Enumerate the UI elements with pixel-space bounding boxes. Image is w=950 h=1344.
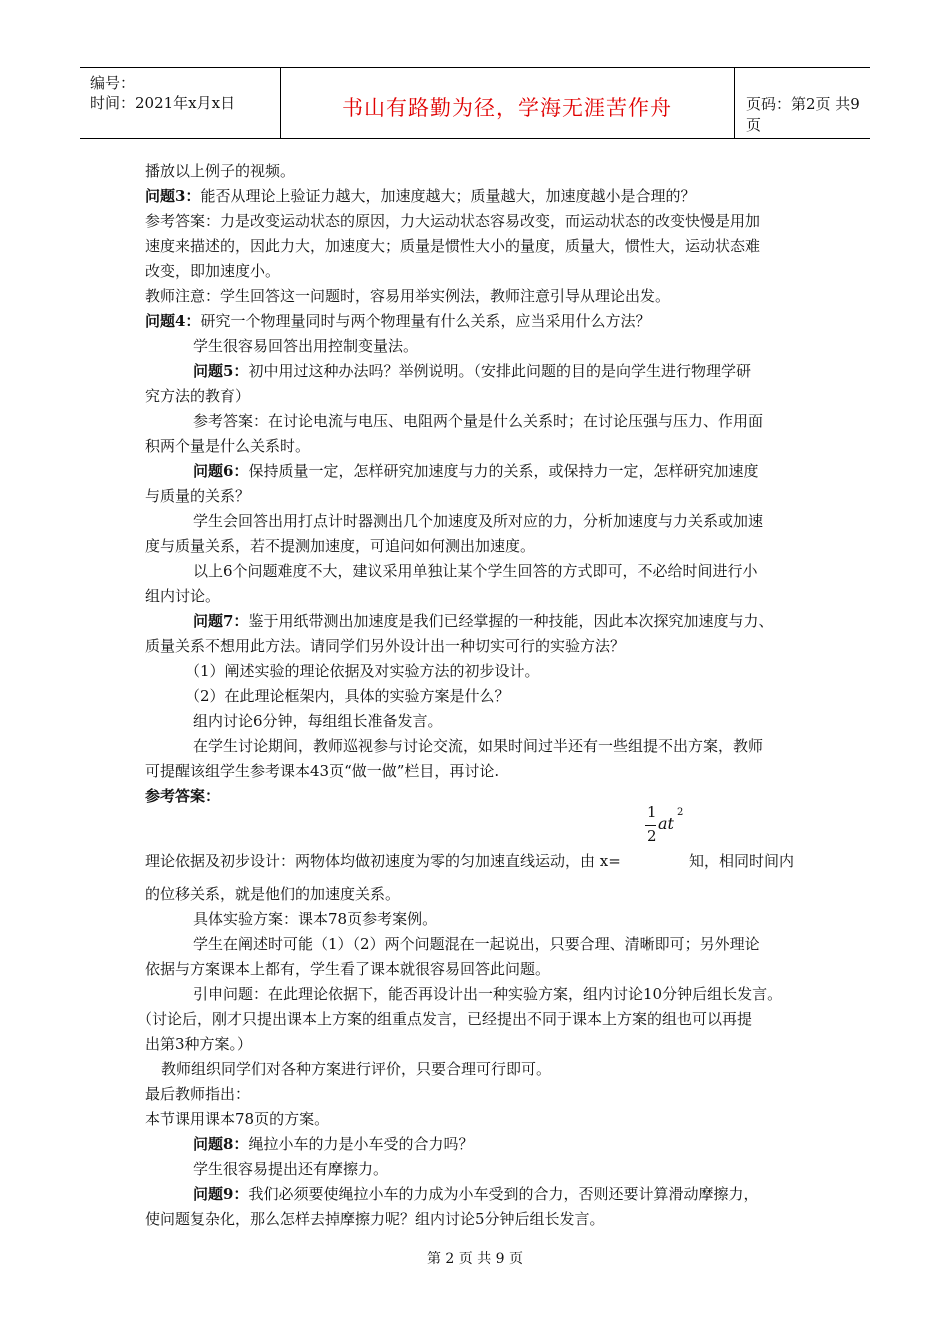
body-line: 组内讨论6分钟，每组组长准备发言。: [193, 712, 443, 730]
body-line: 教师注意：学生回答这一问题时，容易用举实例法，教师注意引导从理论出发。: [145, 287, 671, 305]
body-line: （1）阐述实验的理论依据及对实验方法的初步设计。: [185, 662, 540, 680]
body-line: （2）在此理论框架内，具体的实验方案是什么？: [185, 687, 510, 705]
question-8-line: [193, 1134, 473, 1154]
body-line: 本节课用课本78页的方案。: [145, 1110, 330, 1128]
body-line: 参考答案：力是改变运动状态的原因，力大运动状态容易改变，而运动状态的改变快慢是用加: [145, 212, 761, 230]
page-header: [80, 67, 870, 139]
question-text: 鉴于用纸带测出加速度是我们已经掌握的一种技能，因此本次探究加速度与力、: [248, 612, 774, 630]
question-label: 问题4：: [145, 312, 201, 330]
header-left-cell: [80, 68, 281, 138]
question-text: 绳拉小车的力是小车受的合力吗？: [248, 1135, 474, 1153]
question-7-line: [193, 611, 773, 631]
formula-exponent: 2: [677, 807, 684, 818]
page-footer: 第 2 页 共 9 页: [426, 1251, 524, 1267]
body-line: 出第3种方案。）: [145, 1035, 253, 1053]
date-label: 时间：2021年x月x日: [90, 94, 236, 112]
body-line: 改变，即加速度小。: [145, 262, 281, 280]
question-text: 初中用过这种办法吗？举例说明。（安排此问题的目的是向学生进行物理学研: [248, 362, 751, 380]
question-label: 问题9：: [193, 1185, 249, 1203]
body-line: 学生很容易提出还有摩擦力。: [193, 1160, 389, 1178]
header-motto-cell: [280, 68, 735, 138]
body-line: 质量关系不想用此方法。请同学们另外设计出一种切实可行的实验方法？: [145, 637, 626, 655]
body-line: 速度来描述的，因此力大，加速度大；质量是惯性大小的量度，质量大，惯性大，运动状态难: [145, 237, 761, 255]
body-line: 究方法的教育）: [145, 387, 251, 405]
body-line: 播放以上例子的视频。: [145, 162, 296, 180]
question-text: 研究一个物理量同时与两个物理量有什么关系，应当采用什么方法？: [200, 312, 651, 330]
header-page-cell: [734, 68, 870, 138]
fraction-bar: [645, 825, 656, 826]
question-5-line: [193, 361, 751, 381]
body-line: 具体实验方案：课本78页参考案例。: [193, 910, 438, 928]
body-line: 教师组织同学们对各种方案进行评价，只要合理可行即可。: [161, 1060, 552, 1078]
question-3-line: [145, 186, 695, 206]
answer-heading: 参考答案：: [145, 787, 221, 805]
body-line: 知，相同时间内: [689, 852, 795, 870]
body-line: 最后教师指出：: [145, 1085, 251, 1103]
body-line: 依据与方案课本上都有，学生看了课本就很容易回答此问题。: [145, 960, 551, 978]
motto-text: 书山有路勤为径，学海无涯苦作舟: [342, 96, 672, 120]
body-line: 可提醒该组学生参考课本43页“做一做”栏目，再讨论.: [145, 762, 500, 780]
question-label: 问题6：: [193, 462, 249, 480]
body-line: 以上6个问题难度不大，建议采用单独让某个学生回答的方式即可，不必给时间进行小: [193, 562, 758, 580]
body-line: 引申问题：在此理论依据下，能否再设计出一种实验方案，组内讨论10分钟后组长发言。: [193, 985, 783, 1003]
question-label: 问题3：: [145, 187, 201, 205]
number-label: 编号：: [90, 74, 136, 92]
question-9-line: [193, 1184, 758, 1204]
question-text: 能否从理论上验证力越大，加速度越大；质量越大，加速度越小是合理的？: [200, 187, 696, 205]
body-line: 学生很容易回答出用控制变量法。: [193, 337, 419, 355]
question-label: 问题5：: [193, 362, 249, 380]
body-line: 积两个量是什么关系时。: [145, 437, 311, 455]
body-line: （讨论后，刚才只提出课本上方案的组重点发言，已经提出不同于课本上方案的组也可以再提: [137, 1010, 753, 1028]
body-line: 参考答案：在讨论电流与电压、电阻两个量是什么关系时；在讨论压强与压力、作用面: [193, 412, 764, 430]
question-text: 我们必须要使绳拉小车的力成为小车受到的合力，否则还要计算滑动摩擦力，: [248, 1185, 759, 1203]
formula-at: at: [658, 814, 674, 833]
formula-numerator: 1: [647, 803, 657, 821]
page-info: 页码：第2页 共9页: [746, 95, 860, 134]
formula-denominator: 2: [647, 827, 657, 845]
body-line: 度与质量关系，若不提测加速度，可追问如何测出加速度。: [145, 537, 536, 555]
question-label: 问题7：: [193, 612, 249, 630]
question-label: 问题8：: [193, 1135, 249, 1153]
body-line: 在学生讨论期间，教师巡视参与讨论交流，如果时间过半还有一些组提不出方案，教师: [193, 737, 764, 755]
body-line: 学生在阐述时可能（1）（2）两个问题混在一起说出，只要合理、清晰即可；另外理论: [193, 935, 760, 953]
body-line: 与质量的关系？: [145, 487, 251, 505]
question-4-line: [145, 311, 650, 331]
question-text: 保持质量一定，怎样研究加速度与力的关系，或保持力一定，怎样研究加速度: [248, 462, 759, 480]
body-line: 使问题复杂化，那么怎样去掉摩擦力呢？组内讨论5分钟后组长发言。: [145, 1210, 605, 1228]
body-line: 的位移关系，就是他们的加速度关系。: [145, 885, 401, 903]
question-6-line: [193, 461, 758, 481]
body-line: 组内讨论。: [145, 587, 221, 605]
body-line: 学生会回答出用打点计时器测出几个加速度及所对应的力，分析加速度与力关系或加速: [193, 512, 764, 530]
body-line: 理论依据及初步设计：两物体均做初速度为零的匀加速直线运动，由 x=: [145, 852, 621, 870]
formula-half-at-squared: [643, 803, 684, 851]
